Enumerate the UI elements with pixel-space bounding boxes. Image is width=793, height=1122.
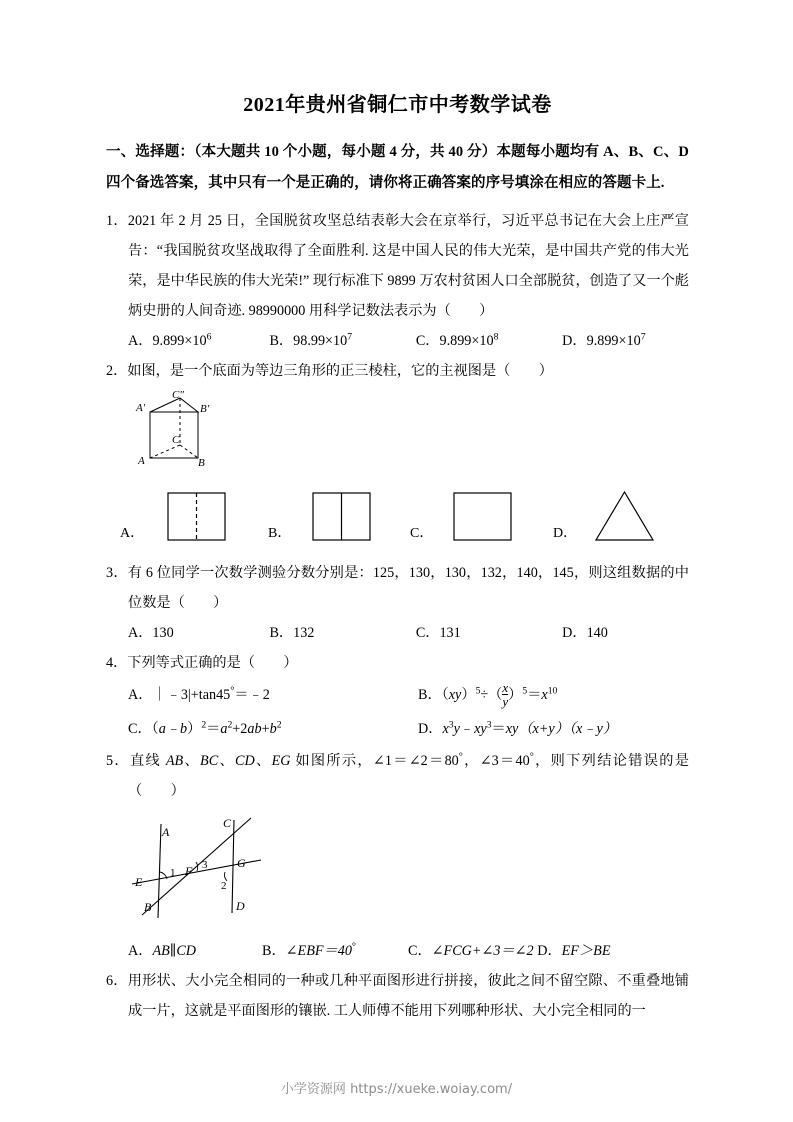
option-d-label: D．: [537, 943, 562, 959]
question-6-stem: 用形状、大小完全相同的一种或几种平面图形进行拼接，彼此之间不留空隙、不重叠地铺成一片，这就是平面图形的镶嵌. 工人师傅不能用下列哪种形状、大小完全相同的一: [127, 973, 689, 1019]
question-5-figure: [126, 810, 689, 936]
question-4-stem: 下列等式正确的是（ ）: [127, 655, 298, 671]
label-G: G: [237, 856, 246, 870]
question-4-option-a[interactable]: [128, 678, 418, 712]
question-5-number: 5．: [106, 753, 130, 769]
option-a-exponent: 6: [206, 331, 212, 343]
watermark-site-name: 小学资源网: [280, 1082, 346, 1097]
option-b-label: B．: [269, 333, 294, 349]
option-b-label: B．: [268, 526, 292, 541]
label-A: A: [162, 825, 170, 839]
question-3-option-d[interactable]: D．140: [562, 625, 608, 641]
question-3-options: [106, 618, 689, 648]
prism-label-C-double-prime: C″: [172, 390, 184, 401]
section-intro: 一、选择题：（本大题共 10 个小题，每小题 4 分，共 40 分）本题每小题均有 A、B、C、D 四个备选答案，其中只有一个是正确的，请你将正确答案的序号填涂在相应的答题卡上.: [106, 144, 689, 191]
angle-1-label: 1: [170, 867, 176, 879]
question-3-stem: 有 6 位同学一次数学测验分数分别是：125，130，130，132，140，145，则这组数据的中位数是（ ）: [127, 565, 689, 611]
line-CD: CD: [235, 753, 255, 769]
option-a-expr-tail: ＝﹣2: [234, 687, 270, 703]
label-B: B: [144, 900, 152, 914]
question-1-number: 1．: [106, 213, 128, 229]
question-1-options: [106, 326, 689, 356]
question-6: [106, 966, 689, 1026]
prism-label-C: C: [172, 434, 180, 446]
option-c-shape-plain-rect: [454, 493, 511, 540]
question-4-options-row2: [106, 712, 689, 746]
option-d-value: 9.899×10: [586, 333, 641, 349]
question-4-text: [106, 648, 689, 678]
option-a-label: A．: [128, 333, 153, 349]
line-AB: AB: [165, 753, 184, 769]
option-a-shape-rect-dashed: [168, 493, 225, 540]
label-D: D: [236, 899, 245, 913]
question-1-text: [106, 206, 689, 326]
question-1-stem: 2021 年 2 月 25 日，全国脱贫攻坚总结表彰大会在京举行，习近平总书记在大会上庄严宣告：“我国脱贫攻坚战取得了全面胜利. 这是中国人民的伟大光荣，是中国共产党的伟大光荣，是中华民族的伟大光荣!” 现行标准下 9899 万农村贫困人口全部脱贫，创造了又一个彪炳史册的人间奇迹. 98990000 用科学记数法表示为（ ）: [127, 213, 689, 319]
intersecting-lines-diagram: [126, 810, 286, 925]
question-4-option-b[interactable]: B．（xy）$^5$÷（ $\frac{x}{y}$ ）$^5=x^{10}$: [418, 679, 558, 710]
question-3-option-b[interactable]: B．132: [269, 625, 315, 641]
option-a-value: 9.899×10: [152, 333, 207, 349]
prism-label-B-prime: B′: [200, 403, 210, 415]
option-b-label: B．: [418, 687, 442, 703]
line-EG: EG: [271, 753, 291, 769]
question-4-number: 4．: [106, 655, 128, 671]
option-d-shape-triangle: [596, 492, 653, 540]
question-3-option-c[interactable]: C．131: [415, 625, 461, 641]
question-5-options: [106, 936, 689, 966]
question-5-option-a[interactable]: A．AB∥CD: [128, 943, 197, 959]
question-2-text: [106, 356, 689, 386]
question-1-option-b[interactable]: [269, 326, 415, 356]
option-c-label: C．: [128, 721, 152, 737]
var-xy: xy: [448, 687, 462, 703]
question-4-options-row1: [106, 678, 689, 712]
triangular-prism-diagram: [134, 390, 254, 472]
line-BC: BC: [200, 753, 219, 769]
option-a-expr: ｜﹣3|+tan45: [152, 687, 231, 703]
prism-label-B: B: [198, 457, 205, 469]
fraction-x-over-y: $\frac{x}{y}$: [502, 679, 509, 710]
question-1-option-d[interactable]: [562, 326, 689, 356]
question-4: [106, 648, 689, 746]
question-5-option-d[interactable]: D．EF＞BE: [537, 943, 611, 959]
option-b-shape-rect-solid-line: [313, 493, 370, 540]
angle-2-label: 2: [221, 880, 227, 892]
option-c-label: C．: [410, 526, 434, 541]
question-3: [106, 558, 689, 648]
question-2-prism-figure: [134, 390, 689, 483]
question-1: [106, 206, 689, 356]
option-d-label: D．: [553, 526, 578, 541]
question-4-option-d[interactable]: D．$x^3y﹣xy^3=xy(x+y)(x﹣y)$: [418, 719, 617, 737]
option-d-label: D．: [418, 721, 443, 737]
option-c-label: C．: [415, 333, 440, 349]
label-F: F: [185, 864, 193, 878]
question-3-text: [106, 558, 689, 618]
label-E: E: [135, 875, 143, 889]
prism-label-A: A: [138, 455, 145, 467]
page-content: [106, 88, 689, 1026]
option-c-value: 9.899×10: [439, 333, 494, 349]
option-d-exponent: 7: [640, 331, 646, 343]
option-c-label: C．: [408, 943, 432, 959]
prism-label-A-prime: A′: [136, 402, 146, 414]
question-1-option-c[interactable]: [416, 326, 562, 356]
question-3-number: 3．: [106, 565, 128, 581]
option-a-label: A．: [128, 687, 153, 703]
question-5-option-b[interactable]: B．∠EBF＝40°: [262, 941, 357, 959]
question-6-number: 6．: [106, 973, 128, 989]
option-a-label: A．: [128, 943, 153, 959]
question-4-option-c[interactable]: C．$(a﹣b)^2=a^2+2ab+b^2$: [128, 719, 282, 737]
option-d-label: D．: [562, 333, 587, 349]
question-5: [106, 746, 689, 966]
option-b-label: B．: [262, 943, 286, 959]
watermark-url: https://xueke.woiay.com/: [350, 1082, 513, 1097]
option-a-label: A．: [120, 526, 145, 541]
question-2: [106, 356, 689, 558]
question-5-text: 5．直线 AB、BC、CD、EG 如图所示，∠1＝∠2＝80°，∠3＝40°，则下列结论错误的是（ ）: [106, 751, 689, 799]
option-b-value: 98.99×10: [293, 333, 348, 349]
page-title: 2021年贵州省铜仁市中考数学试卷: [243, 94, 552, 116]
question-2-option-shapes: [106, 485, 689, 547]
option-b-exponent: 7: [347, 331, 353, 343]
degree-symbol: °: [230, 685, 235, 697]
footer-watermark: [0, 1078, 793, 1097]
question-2-options: [106, 485, 689, 558]
question-1-option-a[interactable]: [128, 326, 269, 356]
question-5-option-c[interactable]: C．∠FCG+∠3＝∠2: [408, 943, 534, 959]
question-2-number: 2．: [106, 363, 128, 379]
angle-3-label: 3: [202, 859, 208, 871]
question-2-stem: 如图，是一个底面为等边三角形的正三棱柱，它的主视图是（ ）: [127, 363, 553, 379]
question-6-text: [106, 966, 689, 1026]
label-C: C: [223, 816, 232, 830]
question-3-option-a[interactable]: A．130: [128, 625, 174, 641]
option-c-exponent: 8: [493, 331, 499, 343]
